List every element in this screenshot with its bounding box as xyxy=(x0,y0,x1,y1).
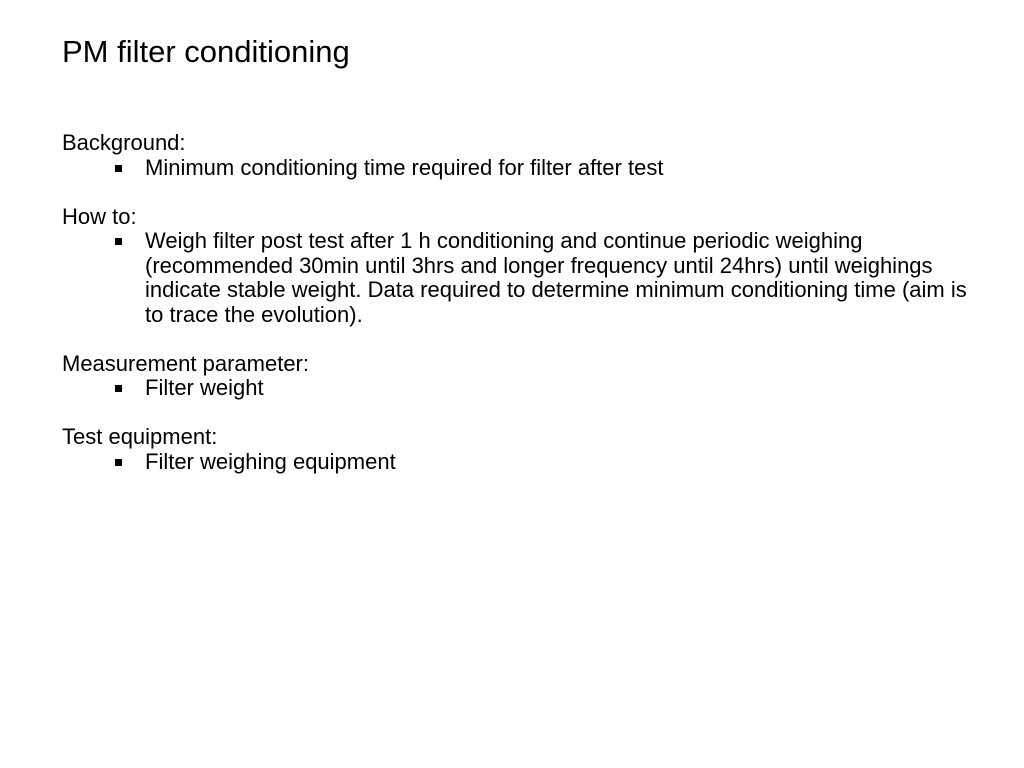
bullet-list xyxy=(62,376,982,401)
bullet-item xyxy=(62,450,982,475)
section-measurement-parameter xyxy=(62,352,982,401)
square-bullet-icon xyxy=(115,385,122,392)
square-bullet-icon xyxy=(115,459,122,466)
bullet-item xyxy=(62,156,982,181)
bullet-text: Filter weighing equipment xyxy=(145,448,396,474)
bullet-list xyxy=(62,156,982,181)
section-heading: Background: xyxy=(62,130,186,155)
bullet-text: Minimum conditioning time required for filter after test xyxy=(145,154,664,180)
section-heading: How to: xyxy=(62,203,137,229)
square-bullet-icon xyxy=(115,238,122,245)
slide-body xyxy=(62,131,982,499)
bullet-list xyxy=(62,450,982,475)
bullet-item xyxy=(62,376,982,401)
section-how-to xyxy=(62,205,982,328)
bullet-text: Filter weight xyxy=(145,375,264,400)
section-heading: Test equipment: xyxy=(62,424,218,449)
bullet-list xyxy=(62,229,982,327)
square-bullet-icon xyxy=(115,165,122,172)
section-background xyxy=(62,131,982,180)
section-test-equipment xyxy=(62,425,982,474)
slide-title: PM filter conditioning xyxy=(62,34,350,69)
section-heading: Measurement parameter: xyxy=(62,350,309,376)
bullet-text: Weigh filter post test after 1 h conditioning and continue periodic weighing (recommended 30min until 3hrs and longer frequency until 24hrs) until weighings indicate stable weight. Data required to determine minimum conditioning time (aim is to trace the evolution). xyxy=(145,228,967,327)
bullet-item xyxy=(62,229,982,327)
